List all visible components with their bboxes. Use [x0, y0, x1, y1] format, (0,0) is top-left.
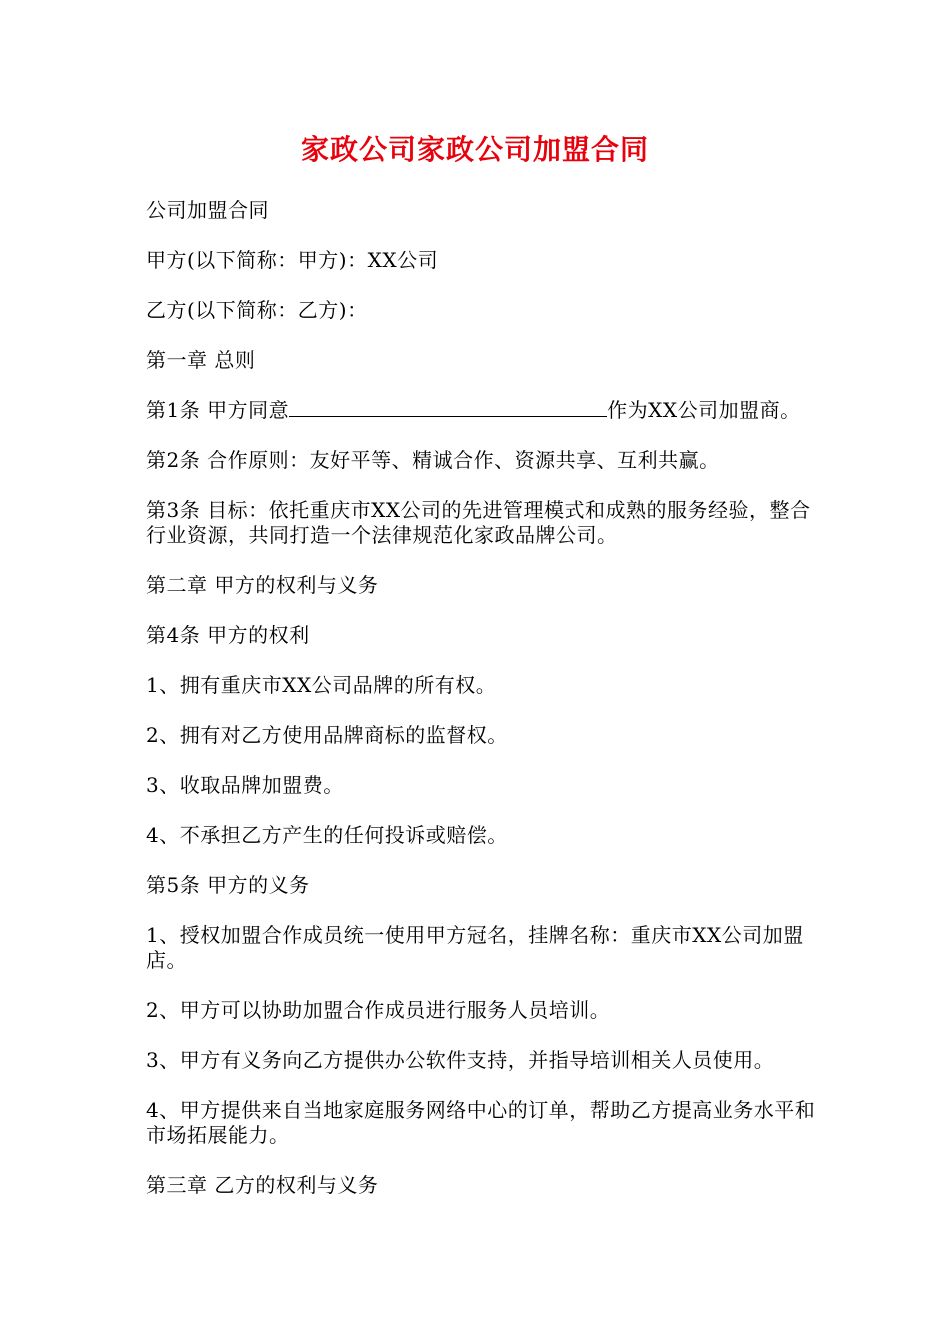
article-1-after: 作为XX公司加盟商。 — [607, 398, 801, 422]
chapter-heading: 第三章 乙方的权利与义务 — [146, 1173, 379, 1197]
article-2: 第2条 合作原则：友好平等、精诚合作、资源共享、互利共赢。 — [146, 448, 720, 472]
document-title: 家政公司家政公司加盟合同 — [300, 133, 649, 166]
article-5: 第5条 甲方的义务 — [146, 873, 310, 897]
list-item: 2、拥有对乙方使用品牌商标的监督权。 — [146, 723, 508, 747]
party-b-line: 乙方(以下简称：乙方)： — [146, 298, 368, 322]
article-3: 第3条 目标：依托重庆市XX公司的先进管理模式和成熟的服务经验，整合行业资源，共同打造一个法律规范化家政品牌公司。 — [146, 498, 811, 547]
list-item: 4、甲方提供来自当地家庭服务网络中心的订单，帮助乙方提高业务水平和市场拓展能力。 — [146, 1098, 816, 1147]
fill-in-blank — [289, 398, 607, 417]
document-body — [146, 198, 816, 1223]
list-item: 1、拥有重庆市XX公司品牌的所有权。 — [146, 673, 497, 697]
paragraph: 公司加盟合同 — [146, 198, 269, 222]
article-1 — [146, 398, 816, 423]
article-1-before: 第1条 甲方同意 — [146, 398, 290, 422]
list-item: 2、甲方可以协助加盟合作成员进行服务人员培训。 — [146, 998, 611, 1022]
chapter-heading: 第一章 总则 — [146, 348, 256, 372]
list-item: 4、不承担乙方产生的任何投诉或赔偿。 — [146, 823, 508, 847]
list-item: 1、授权加盟合作成员统一使用甲方冠名，挂牌名称：重庆市XX公司加盟店。 — [146, 923, 804, 972]
party-a-line: 甲方(以下简称：甲方)：XX公司 — [146, 248, 439, 272]
chapter-heading: 第二章 甲方的权利与义务 — [146, 573, 379, 597]
list-item: 3、甲方有义务向乙方提供办公软件支持，并指导培训相关人员使用。 — [146, 1048, 775, 1072]
article-4: 第4条 甲方的权利 — [146, 623, 310, 647]
list-item: 3、收取品牌加盟费。 — [146, 773, 344, 797]
